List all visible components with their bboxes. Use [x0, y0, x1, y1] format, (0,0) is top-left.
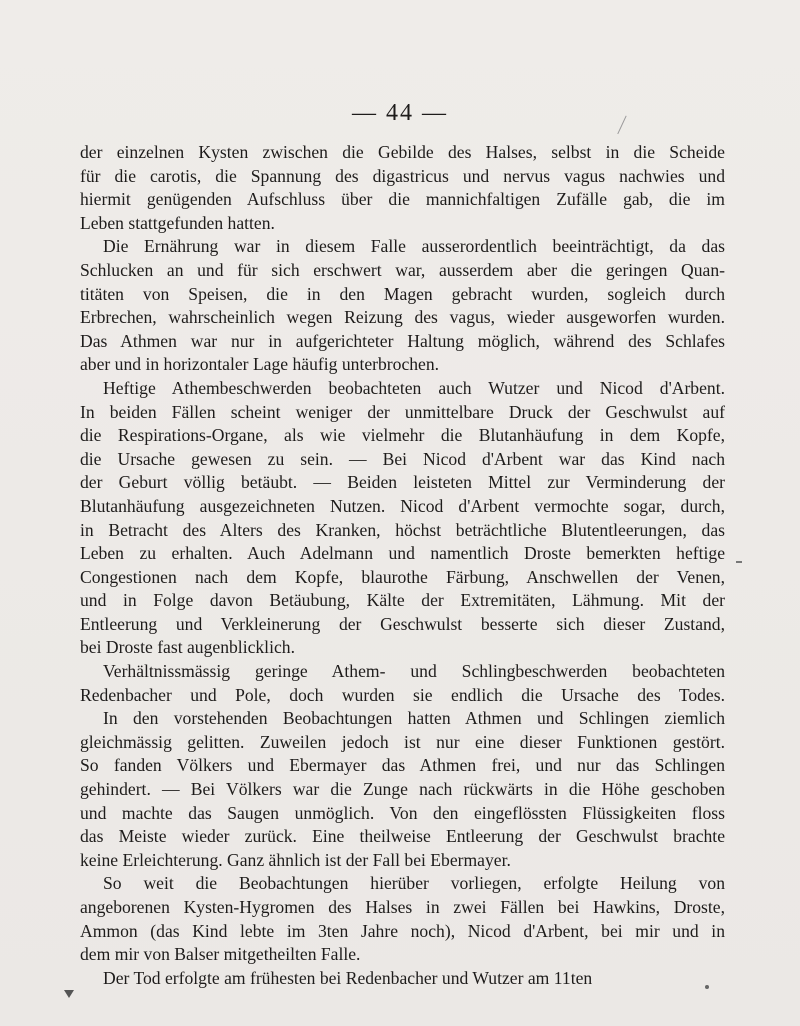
text-line: So fanden Völkers und Ebermayer das Athmen frei, und nur das Schlingen — [80, 755, 725, 776]
text-line: gehindert. — Bei Völkers war die Zunge nach rückwärts in die Höhe geschoben — [80, 779, 725, 800]
text-line: Verhältnissmässig geringe Athem- und Schlingbeschwerden beobachteten — [103, 661, 725, 682]
text-line: der einzelnen Kysten zwischen die Gebilde des Halses, selbst in die Scheide — [80, 142, 725, 162]
text-line: angeborenen Kysten-Hygromen des Halses in zwei Fällen bei Hawkins, Droste, — [80, 897, 725, 917]
text-line: gleichmässig gelitten. Zuweilen jedoch ist nur eine dieser Funktionen gestört. — [80, 731, 725, 752]
text-line: In beiden Fällen scheint weniger der unmittelbare Druck der Geschwulst auf — [80, 401, 725, 422]
text-line: hiermit genügenden Aufschluss über die mannichfaltigen Zufälle gab, die im — [80, 189, 725, 210]
text-line: und machte das Saugen unmöglich. Von den eingeflössten Flüssigkeiten floss — [80, 802, 725, 823]
text-line: und in Folge davon Betäubung, Kälte der Extremitäten, Lähmung. Mit der — [80, 590, 725, 611]
text-line: So weit die Beobachtungen hierüber vorliegen, erfolgte Heilung von — [103, 873, 725, 894]
margin-mark-right — [736, 561, 742, 563]
text-line: Ammon (das Kind lebte im 3ten Jahre noch), Nicod d'Arbent, bei mir und in — [80, 920, 725, 941]
text-line: der Geburt völlig betäubt. — Beiden leisteten Mittel zur Verminderung der — [80, 472, 725, 493]
text-line: die Ursache gewesen zu sein. — Bei Nicod d'Arbent war das Kind nach — [80, 448, 725, 469]
text-line: Leben zu erhalten. Auch Adelmann und namentlich Droste bemerkten heftige — [80, 543, 725, 564]
text-line: Congestionen nach dem Kopfe, blaurothe Färbung, Anschwellen der Venen, — [80, 566, 725, 587]
text-line: Heftige Athembeschwerden beobachteten auch Wutzer und Nicod d'Arbent. — [103, 377, 725, 398]
text-line: Das Athmen war nur in aufgerichteter Haltung möglich, während des Schlafes — [80, 330, 725, 351]
text-line: Leben stattgefunden hatten. — [80, 212, 275, 233]
text-line: das Meiste wieder zurück. Eine theilweise Entleerung der Geschwulst brachte — [80, 826, 725, 847]
text-line: Blutanhäufung ausgezeichneten Nutzen. Nicod d'Arbent vermochte sogar, durch, — [80, 495, 725, 516]
text-line: für die carotis, die Spannung des digastricus und nervus vagus nachwies und — [80, 165, 725, 186]
body-text — [80, 141, 725, 990]
text-line: Redenbacher und Pole, doch wurden sie endlich die Ursache des Todes. — [80, 684, 725, 705]
text-line: Schlucken an und für sich erschwert war, ausserdem aber die geringen Quan- — [80, 259, 725, 280]
text-line: Die Ernährung war in diesem Falle ausserordentlich beeinträchtigt, da das — [103, 236, 725, 257]
margin-mark-bottom-left — [64, 990, 74, 998]
text-line: In den vorstehenden Beobachtungen hatten Athmen und Schlingen ziemlich — [103, 708, 725, 729]
text-line: aber und in horizontaler Lage häufig unterbrochen. — [80, 354, 440, 375]
text-line: bei Droste fast augenblicklich. — [80, 637, 295, 658]
text-line: keine Erleichterung. Ganz ähnlich ist der Fall bei Ebermayer. — [80, 849, 511, 870]
page-number: — 44 — — [352, 100, 448, 126]
text-line: Erbrechen, wahrscheinlich wegen Reizung des vagus, wieder ausgeworfen wurden. — [80, 307, 725, 328]
text-line: dem mir von Balser mitgetheilten Falle. — [80, 944, 361, 965]
text-line: die Respirations-Organe, als wie vielmehr die Blutanhäufung in dem Kopfe, — [80, 425, 725, 446]
text-line: titäten von Speisen, die in den Magen gebracht wurden, sogleich durch — [80, 283, 725, 304]
text-line: in Betracht des Alters des Kranken, höchst beträchtliche Blutentleerungen, das — [80, 519, 725, 540]
text-line: Der Tod erfolgte am frühesten bei Redenbacher und Wutzer am 11ten — [103, 967, 593, 988]
text-line: Entleerung und Verkleinerung der Geschwulst besserte sich dieser Zustand, — [80, 613, 725, 634]
